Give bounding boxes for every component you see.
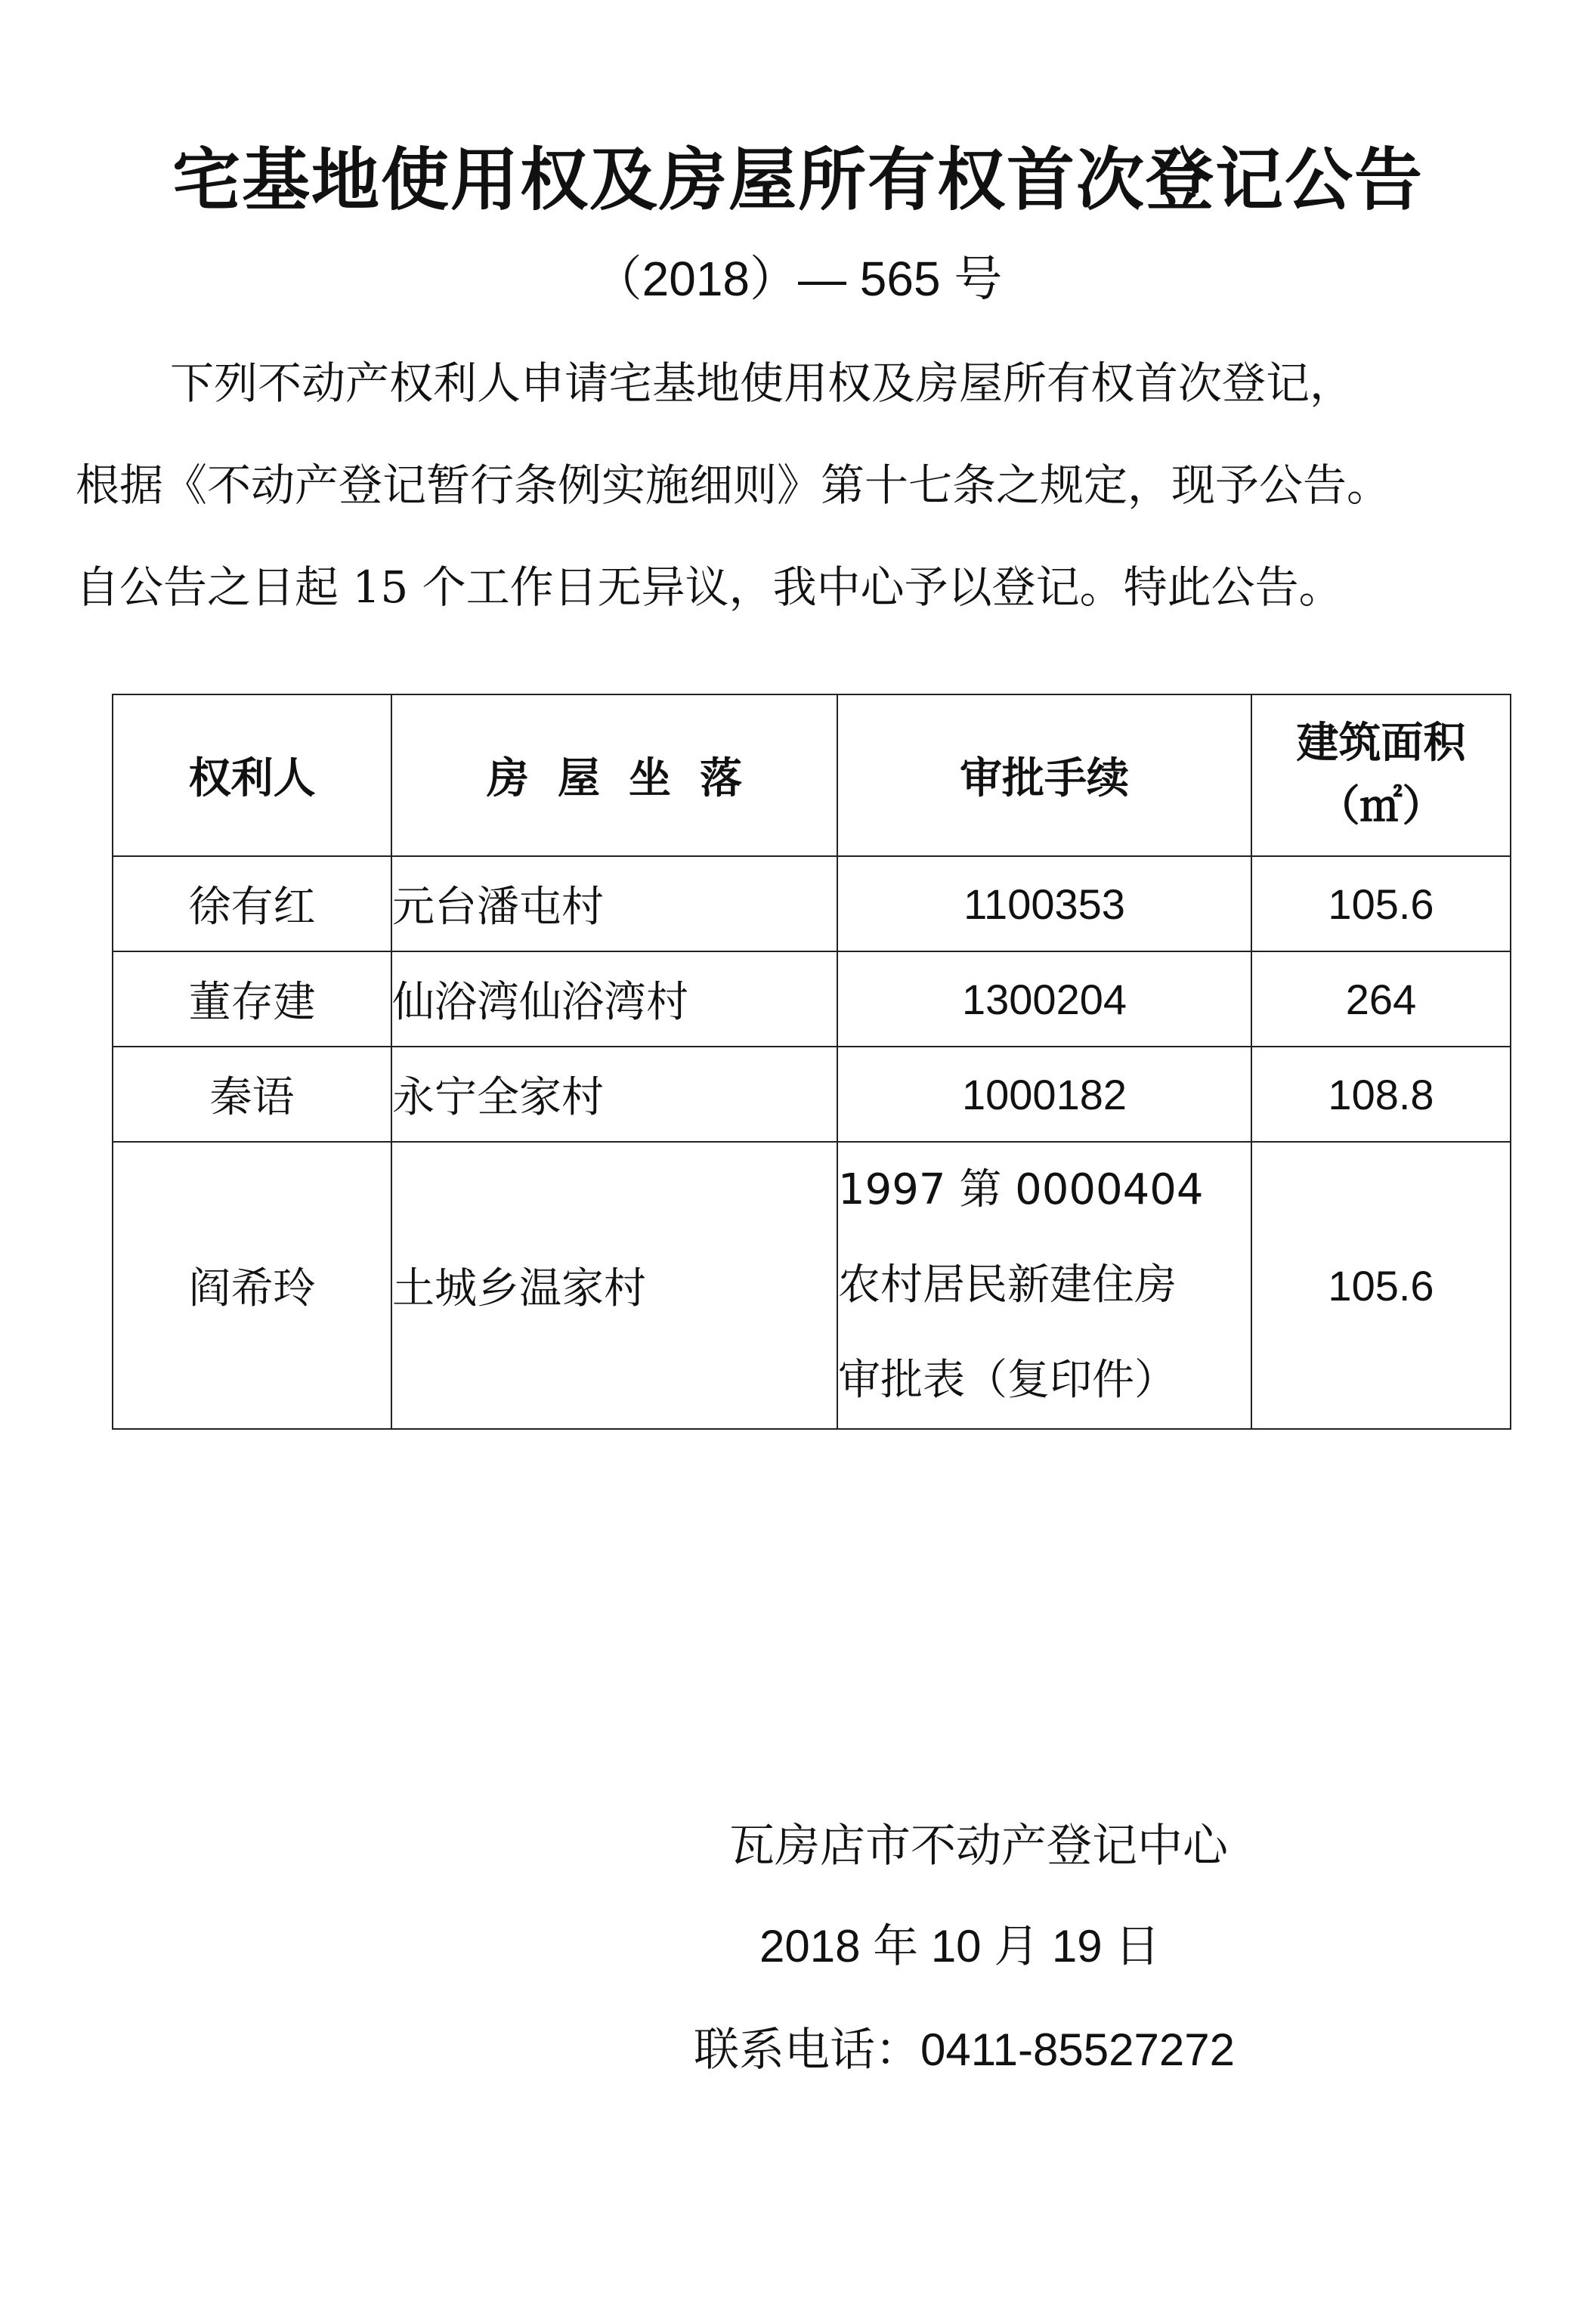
- approval-cell: [837, 1142, 1251, 1429]
- area-cell: 105.6: [1251, 856, 1511, 951]
- header-approval: 审批手续: [837, 694, 1251, 856]
- header-area-line-1: 建筑面积: [1296, 719, 1466, 768]
- location-cell: 土城乡温家村: [391, 1142, 837, 1429]
- owner-cell: 阎希玲: [113, 1142, 391, 1429]
- owner-cell: 秦语: [113, 1047, 391, 1142]
- issue-date: 2018 年 10 月 19 日: [759, 1921, 1161, 1972]
- header-location: 房屋坐落: [391, 694, 837, 856]
- table-row: [113, 951, 1511, 1047]
- location-cell: 永宁全家村: [391, 1047, 837, 1142]
- location-cell: 仙浴湾仙浴湾村: [391, 951, 837, 1047]
- header-owner: 权利人: [113, 694, 391, 856]
- approval-cell: 1000182: [837, 1047, 1251, 1142]
- header-area: [1251, 694, 1511, 856]
- table-row: [113, 856, 1511, 951]
- table-row: [113, 1142, 1511, 1429]
- notice-paragraph-line-1: 下列不动产权利人申请宅基地使用权及房屋所有权首次登记，: [170, 357, 1354, 409]
- issuing-organization: 瓦房店市不动产登记中心: [729, 1820, 1228, 1873]
- area-cell: 108.8: [1251, 1047, 1511, 1142]
- notice-paragraph-line-2: 根据《不动产登记暂行条例实施细则》第十七条之规定，现予公告。: [76, 459, 1391, 511]
- area-cell: 264: [1251, 951, 1511, 1047]
- phone-label: 联系电话：: [694, 2024, 920, 2077]
- area-cell: 105.6: [1251, 1142, 1511, 1429]
- approval-cell: 1300204: [837, 951, 1251, 1047]
- contact-phone: [694, 2014, 1235, 2079]
- owner-cell: 徐有红: [113, 856, 391, 951]
- registration-table: [112, 694, 1511, 1430]
- notice-title: 宅基地使用权及房屋所有权首次登记公告: [172, 141, 1424, 220]
- approval-line-2: 农村居民新建住房: [838, 1260, 1177, 1310]
- approval-line-3: 审批表（复印件）: [838, 1356, 1177, 1405]
- location-cell: 元台潘屯村: [391, 856, 837, 951]
- notice-number: （2018）— 565 号: [593, 252, 1003, 306]
- header-area-line-2: （㎡）: [1317, 782, 1445, 831]
- notice-paragraph-line-3: 自公告之日起 15 个工作日无异议，我中心予以登记。特此公告。: [76, 561, 1343, 613]
- phone-number: 0411-85527272: [920, 2024, 1235, 2075]
- approval-line-1: 1997 第 0000404: [838, 1165, 1204, 1214]
- table-row: [113, 1047, 1511, 1142]
- owner-cell: 董存建: [113, 951, 391, 1047]
- table-header-row: [113, 694, 1511, 856]
- approval-cell: 1100353: [837, 856, 1251, 951]
